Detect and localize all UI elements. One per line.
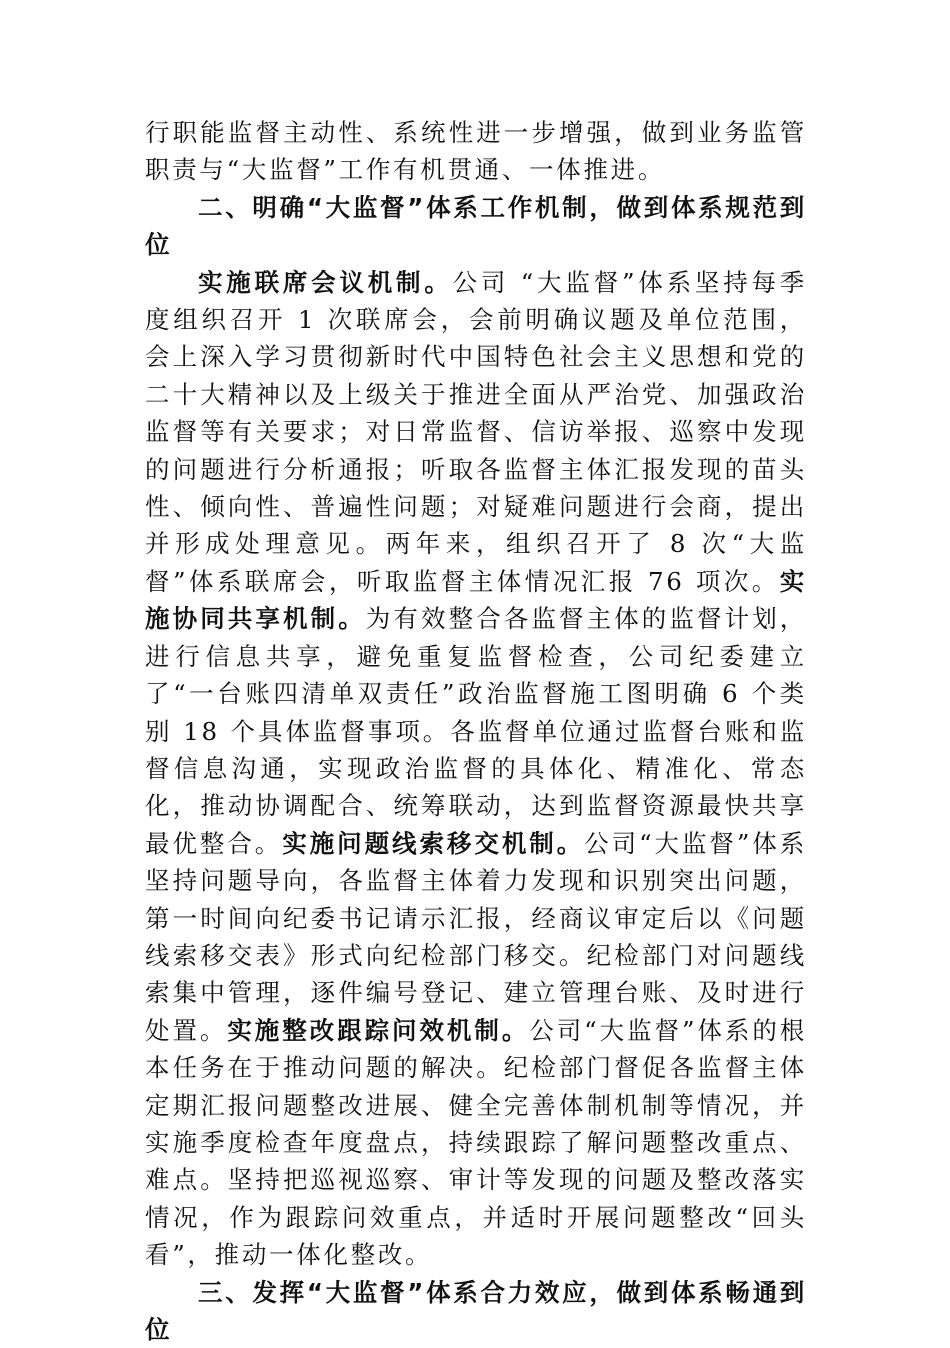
section-heading-3: 三、发挥“大监督”体系合力效应，做到体系畅通到位 [145, 1277, 807, 1344]
keyword-rectification: 实施整改跟踪问效机制。 [227, 1015, 530, 1045]
keyword-clue-transfer: 实施问题线索移交机制。 [282, 828, 585, 858]
paragraph-continued: 行职能监督主动性、系统性进一步增强，做到业务监管职责与“大监督”工作有机贯通、一体推进。 [145, 118, 807, 185]
document-page [145, 114, 807, 1348]
text-rectification: 公司“大监督”体系的根本任务在于推动问题的解决。纪检部门督促各监督主体定期汇报问题整改进展、健全完善体制机制等情况，并实施季度检查年度盘点，持续跟踪了解问题整改重点、难点。坚持把巡视巡察、审计等发现的问题及整改落实情况，作为跟踪问效重点，并适时开展问题整改“回头看”，推动一体化整改。 [145, 1015, 807, 1270]
text-clue-transfer: 公司“大监督”体系坚持问题导向，各监督主体着力发现和识别突出问题，第一时间向纪委书记请示汇报，经商议审定后以《问题线索移交表》形式向纪检部门移交。纪检部门对问题线索集中管理，逐件编号登记、建立管理台账、及时进行处置。 [145, 828, 808, 1045]
text-collaboration: 为有效整合各监督主体的监督计划，进行信息共享，避免重复监督检查，公司纪委建立了“一台账四清单双责任”政治监督施工图明确 6 个类别 18 个具体监督事项。各监督单位通过监督台账和监督信息沟通，实现政治监督的具体化、精准化、常态化，推动协调配合、统筹联动，达到监督资源最快共享最优整合。 [145, 604, 807, 858]
keyword-collaboration: 实施协同共享机制。 [145, 566, 807, 634]
paragraph-mechanisms [145, 264, 807, 1274]
keyword-joint-meeting: 实施联席会议机制。 [198, 267, 453, 297]
section-heading-2: 二、明确“大监督”体系工作机制，做到体系规范到位 [145, 192, 807, 260]
text-joint-meeting: 公司 “大监督”体系坚持每季度组织召开 1 次联席会，会前明确议题及单位范围，会上深入学习贯彻新时代中国特色社会主义思想和党的二十大精神以及上级关于推进全面从严治党、加强政治监督等有关要求；对日常监督、信访举报、巡察中发现的问题进行分析通报；听取各监督主体汇报发现的苗头性、倾向性、普遍性问题；对疑难问题进行会商，提出并形成处理意见。两年来，组织召开了 8 次“大监督”体系联席会，听取监督主体情况汇报 76 项次。 [145, 267, 807, 596]
